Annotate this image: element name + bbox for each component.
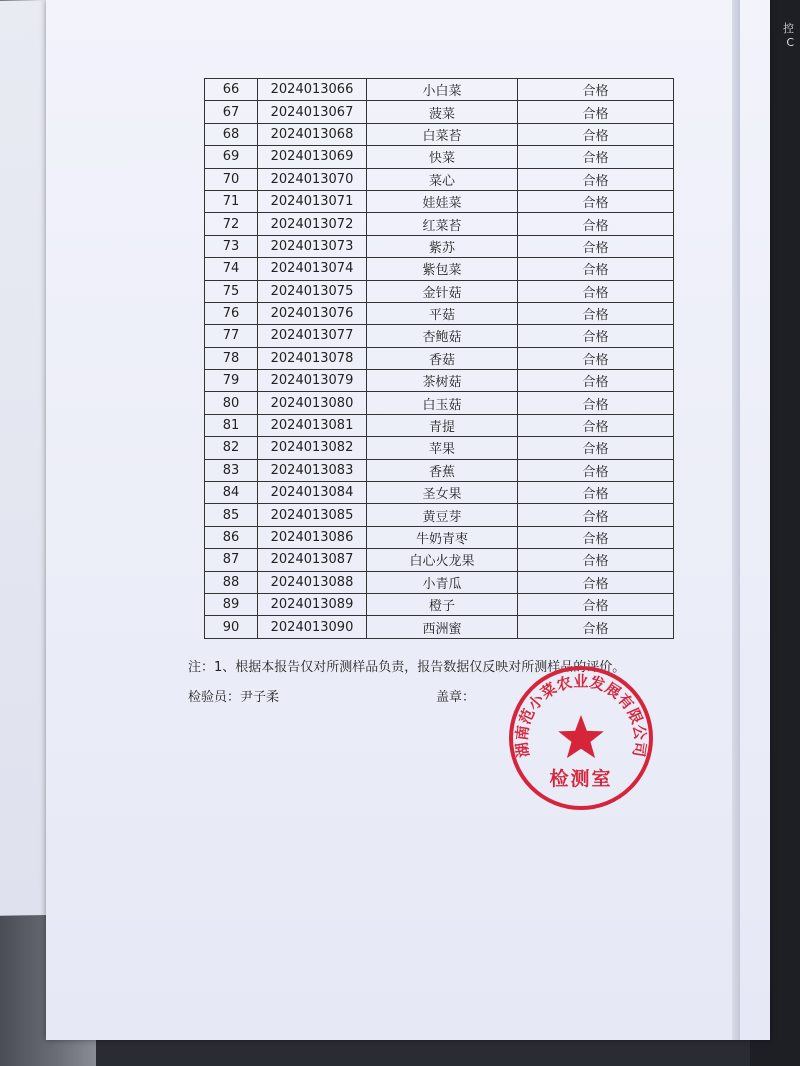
sample-name: 平菇 — [367, 302, 518, 324]
table-row — [205, 190, 674, 212]
row-number: 78 — [205, 347, 258, 369]
sample-code: 2024013073 — [258, 235, 367, 257]
test-result: 合格 — [518, 549, 674, 571]
sample-name: 西洲蜜 — [367, 616, 518, 638]
table-row — [205, 302, 674, 324]
sample-name: 橙子 — [367, 593, 518, 615]
sample-code: 2024013069 — [258, 146, 367, 168]
sample-code: 2024013077 — [258, 325, 367, 347]
sample-name: 金针菇 — [367, 280, 518, 302]
table-row — [205, 549, 674, 571]
sample-code: 2024013074 — [258, 258, 367, 280]
row-number: 73 — [205, 235, 258, 257]
table-row — [205, 616, 674, 638]
row-number: 70 — [205, 168, 258, 190]
table-row — [205, 146, 674, 168]
sample-code: 2024013090 — [258, 616, 367, 638]
test-results-table — [204, 78, 674, 639]
sample-code: 2024013068 — [258, 123, 367, 145]
row-number: 87 — [205, 549, 258, 571]
table-row — [205, 593, 674, 615]
sample-code: 2024013086 — [258, 526, 367, 548]
sample-name: 香蕉 — [367, 459, 518, 481]
sample-name: 苹果 — [367, 437, 518, 459]
test-result: 合格 — [518, 347, 674, 369]
sample-name: 杏鲍菇 — [367, 325, 518, 347]
test-result: 合格 — [518, 593, 674, 615]
sample-code: 2024013084 — [258, 482, 367, 504]
test-result: 合格 — [518, 280, 674, 302]
test-result: 合格 — [518, 459, 674, 481]
row-number: 67 — [205, 101, 258, 123]
test-result: 合格 — [518, 504, 674, 526]
test-result: 合格 — [518, 213, 674, 235]
sample-name: 茶树菇 — [367, 370, 518, 392]
test-result: 合格 — [518, 571, 674, 593]
test-result: 合格 — [518, 325, 674, 347]
sample-name: 菠菜 — [367, 101, 518, 123]
table-row — [205, 258, 674, 280]
test-result: 合格 — [518, 190, 674, 212]
sample-code: 2024013071 — [258, 190, 367, 212]
sample-code: 2024013087 — [258, 549, 367, 571]
table-row — [205, 347, 674, 369]
sample-code: 2024013067 — [258, 101, 367, 123]
table-row — [205, 280, 674, 302]
row-number: 68 — [205, 123, 258, 145]
sample-name: 圣女果 — [367, 482, 518, 504]
test-result: 合格 — [518, 302, 674, 324]
test-result: 合格 — [518, 616, 674, 638]
row-number: 86 — [205, 526, 258, 548]
table-row — [205, 213, 674, 235]
table-row — [205, 79, 674, 101]
sample-name: 小白菜 — [367, 79, 518, 101]
row-number: 89 — [205, 593, 258, 615]
sample-code: 2024013080 — [258, 392, 367, 414]
test-result: 合格 — [518, 146, 674, 168]
sample-code: 2024013078 — [258, 347, 367, 369]
row-number: 79 — [205, 370, 258, 392]
sample-name: 香菇 — [367, 347, 518, 369]
row-number: 85 — [205, 504, 258, 526]
sample-name: 紫包菜 — [367, 258, 518, 280]
sample-name: 快菜 — [367, 146, 518, 168]
test-result: 合格 — [518, 235, 674, 257]
page-stack-edge — [732, 0, 740, 1040]
sample-code: 2024013076 — [258, 302, 367, 324]
row-number: 72 — [205, 213, 258, 235]
sample-code: 2024013085 — [258, 504, 367, 526]
table-row — [205, 571, 674, 593]
corner-fragment-line-2: C — [786, 36, 794, 49]
test-result: 合格 — [518, 258, 674, 280]
row-number: 69 — [205, 146, 258, 168]
sample-name: 紫苏 — [367, 235, 518, 257]
sample-code: 2024013075 — [258, 280, 367, 302]
sample-code: 2024013072 — [258, 213, 367, 235]
test-result: 合格 — [518, 526, 674, 548]
report-note: 注：1、根据本报告仅对所测样品负责，报告数据仅反映对所测样品的评价。 — [188, 660, 626, 675]
stamp-company-name: 湖南范小菜农业发展有限公司 — [512, 672, 650, 759]
row-number: 66 — [205, 79, 258, 101]
table-row — [205, 459, 674, 481]
corner-fragment-text — [783, 22, 794, 50]
company-seal-stamp — [506, 663, 656, 813]
table-row — [205, 392, 674, 414]
row-number: 76 — [205, 302, 258, 324]
row-number: 77 — [205, 325, 258, 347]
table-row — [205, 504, 674, 526]
stamp-department: 检测室 — [549, 768, 613, 790]
sample-name: 白玉菇 — [367, 392, 518, 414]
corner-fragment-line-1: 控 — [783, 22, 794, 35]
inspector-line: 检验员：尹子柔 — [188, 690, 280, 705]
table-row — [205, 370, 674, 392]
sample-name: 白心火龙果 — [367, 549, 518, 571]
test-result: 合格 — [518, 101, 674, 123]
sample-name: 白菜苔 — [367, 123, 518, 145]
sample-code: 2024013083 — [258, 459, 367, 481]
sample-name: 娃娃菜 — [367, 190, 518, 212]
test-result: 合格 — [518, 168, 674, 190]
row-number: 81 — [205, 414, 258, 436]
row-number: 75 — [205, 280, 258, 302]
sample-name: 菜心 — [367, 168, 518, 190]
test-result: 合格 — [518, 123, 674, 145]
row-number: 74 — [205, 258, 258, 280]
sample-code: 2024013079 — [258, 370, 367, 392]
row-number: 84 — [205, 482, 258, 504]
test-result: 合格 — [518, 392, 674, 414]
sample-code: 2024013081 — [258, 414, 367, 436]
seal-label: 盖章： — [436, 690, 476, 705]
test-result: 合格 — [518, 437, 674, 459]
test-result: 合格 — [518, 370, 674, 392]
row-number: 83 — [205, 459, 258, 481]
table-row — [205, 123, 674, 145]
row-number: 90 — [205, 616, 258, 638]
stamp-star-icon — [558, 715, 604, 758]
sample-name: 牛奶青枣 — [367, 526, 518, 548]
table-row — [205, 482, 674, 504]
test-result: 合格 — [518, 414, 674, 436]
table-row — [205, 437, 674, 459]
row-number: 71 — [205, 190, 258, 212]
sample-name: 小青瓜 — [367, 571, 518, 593]
sample-name: 青提 — [367, 414, 518, 436]
table-row — [205, 101, 674, 123]
row-number: 82 — [205, 437, 258, 459]
sample-code: 2024013089 — [258, 593, 367, 615]
row-number: 88 — [205, 571, 258, 593]
test-result: 合格 — [518, 482, 674, 504]
sample-code: 2024013088 — [258, 571, 367, 593]
sample-name: 黄豆芽 — [367, 504, 518, 526]
test-result: 合格 — [518, 79, 674, 101]
table-row — [205, 325, 674, 347]
table-row — [205, 168, 674, 190]
sample-code: 2024013070 — [258, 168, 367, 190]
sample-name: 红菜苔 — [367, 213, 518, 235]
row-number: 80 — [205, 392, 258, 414]
table-row — [205, 414, 674, 436]
table-row — [205, 235, 674, 257]
sample-code: 2024013082 — [258, 437, 367, 459]
table-row — [205, 526, 674, 548]
sample-code: 2024013066 — [258, 79, 367, 101]
